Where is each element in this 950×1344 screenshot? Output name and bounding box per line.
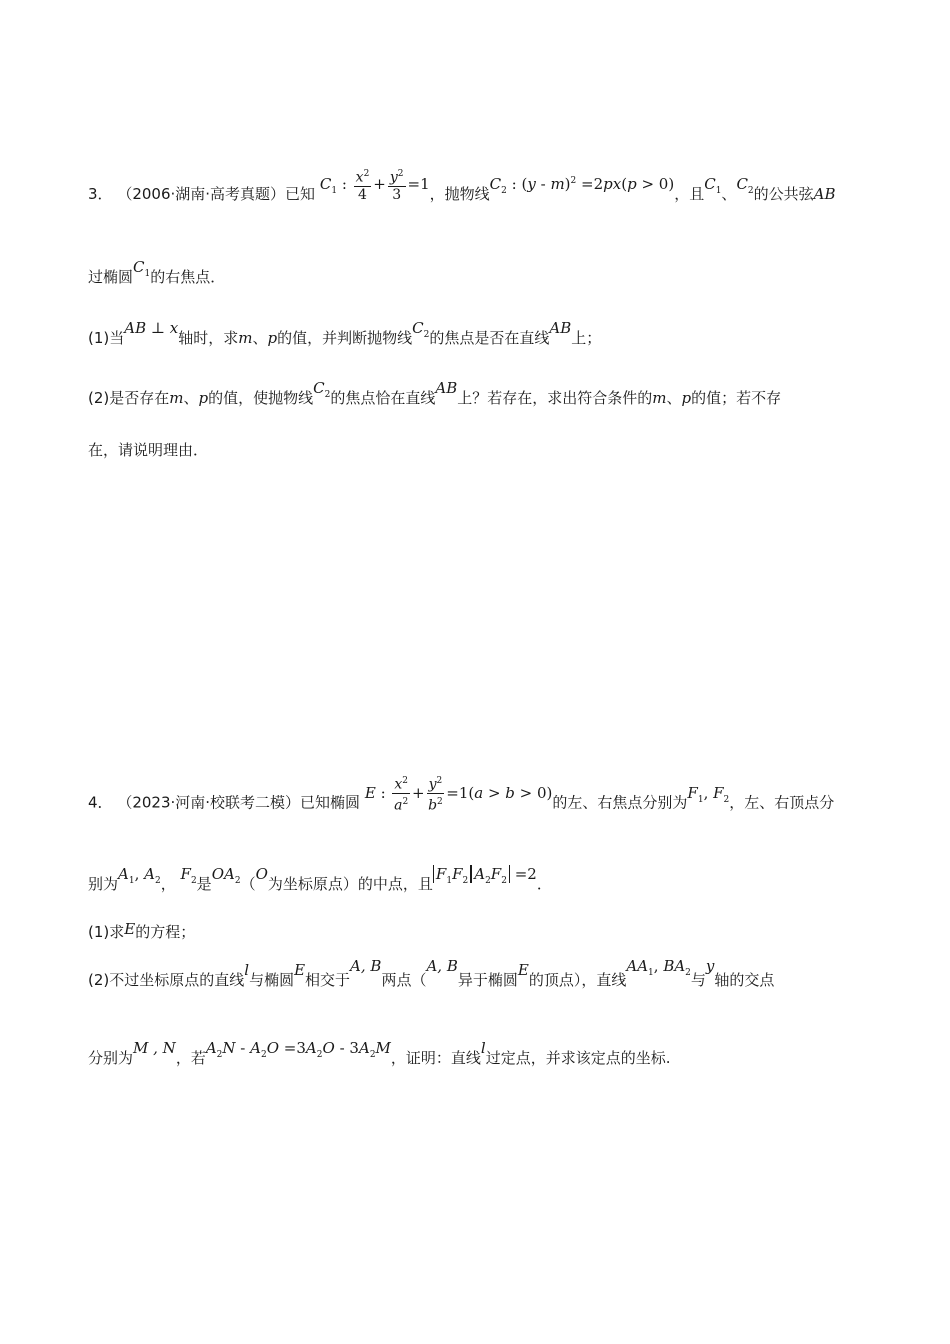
f2-symbol: $F_2$ xyxy=(180,865,197,886)
parabola-c2-equation: $C_2$ : (y - m)$^2$ =2px(p > 0) xyxy=(489,174,675,196)
c2-symbol: $C_2$ xyxy=(313,379,331,400)
o-symbol: O xyxy=(255,865,268,883)
ab-symbol: AB xyxy=(549,319,572,337)
ab-perp-x: AB ⊥ x xyxy=(124,319,179,337)
ab-points: A, B xyxy=(350,957,382,975)
c1-symbol: $C_1$ xyxy=(133,258,151,279)
y-symbol: y xyxy=(705,957,715,975)
c2-symbol: $C_2$ xyxy=(412,319,430,340)
abs-product-condition: $F_1F_2$ $A_2F_2 =2$ xyxy=(433,865,537,883)
problem-3-part-2-cont: 在，请说明理由． xyxy=(88,441,209,459)
problem-3-part-1: (1)当AB ⊥ x轴时，求m、p的值，并判断抛物线$C_2$的焦点是否在直线AB上； xyxy=(88,319,602,347)
c1-symbol: $C_1$ xyxy=(704,174,722,196)
problem-4-line-1: 4． （2023·河南·校联考二模）已知椭圆 E : $\frac{x^2}{a^2}$ + $\frac{y^2}{b^2}$ =1(a > b > 0)的左、右焦点分别为$F_1$, $F_2$，左、右顶点分 xyxy=(88,783,862,823)
l-symbol: l xyxy=(244,961,250,979)
problem-3-line-1: 3． （2006·湖南·高考真题）已知 $C_1$ : $\frac{x^2}{4}$ + $\frac{y^2}{3}$ =1，抛物线$C_2$ : (y - m)$^2$ =2px(p > 0)，且$C_1$、$C_2$的公共弦AB xyxy=(88,176,862,213)
e-symbol: E xyxy=(124,920,136,938)
problem-4-part-2-cont: 分别为M , N，若$A_2N - A_2O =3A_2O - 3A_2M$，证明：直线l过定点，并求该定点的坐标. xyxy=(88,1039,671,1067)
problem-number: 4． xyxy=(88,793,113,812)
l-symbol: l xyxy=(480,1039,486,1057)
ellipse-c1-equation: $C_1$ : $\frac{x^2}{4}$ + $\frac{y^2}{3}$ =1 xyxy=(320,175,430,193)
problem-source: （2006·湖南·高考真题） xyxy=(117,184,286,203)
problem-3-part-2: (2)是否存在m、p的值，使抛物线$C_2$的焦点恰在直线AB上？若存在，求出符合条件的m、p的值；若不存 xyxy=(88,379,782,407)
c2-symbol: $C_2$ xyxy=(736,174,754,196)
problem-number: 3． xyxy=(88,184,113,203)
vector-condition: $A_2N - A_2O =3A_2O - 3A_2M$ xyxy=(205,1039,391,1060)
foci-f1-f2: $F_1$, $F_2$ xyxy=(687,783,730,805)
ab-symbol: AB xyxy=(435,379,458,397)
e-symbol: E xyxy=(294,961,306,979)
e-symbol: E xyxy=(517,961,529,979)
problem-4-line-2: 别为$A_1$, $A_2$， $F_2$是$OA_2(O$为坐标原点）的中点，且$F_1F_2$ $A_2F_2 =2$． xyxy=(88,865,552,893)
mn-points: M , N xyxy=(133,1039,176,1057)
oa2-symbol: $OA_2$ xyxy=(211,865,241,886)
vertices-a1-a2: $A_1$, $A_2$ xyxy=(118,865,161,886)
ellipse-e-equation: E : $\frac{x^2}{a^2}$ + $\frac{y^2}{b^2}$ =1(a > b > 0) xyxy=(365,784,553,802)
problem-4-part-2: (2)不过坐标原点的直线l与椭圆E相交于A, B两点（A, B异于椭圆E的顶点），直线$AA_1$, $BA_2$与y轴的交点 xyxy=(88,957,775,989)
ab-symbol: AB xyxy=(813,184,836,203)
problem-3-line-2: 过椭圆$C_1$的右焦点． xyxy=(88,258,226,286)
problem-source: （2023·河南·校联考二模） xyxy=(117,793,301,812)
lines-aa1-ba2: $AA_1$, $BA_2$ xyxy=(626,957,691,978)
ab-points: A, B xyxy=(426,957,458,975)
problem-4-part-1: (1)求E的方程； xyxy=(88,920,196,941)
